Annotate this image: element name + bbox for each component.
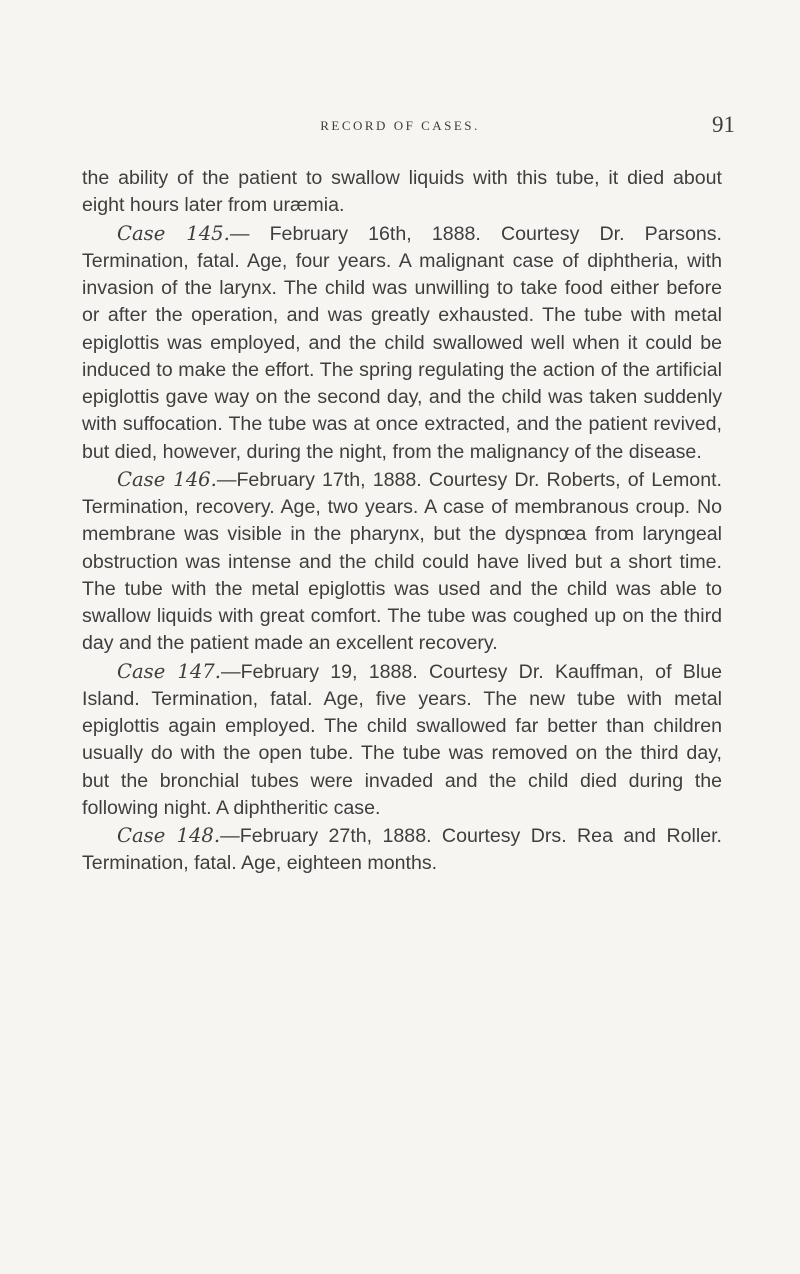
paragraph-text: the ability of the patient to swallow liquids with this tube, it died about eight hours later from uræmia. bbox=[82, 167, 722, 217]
paragraph-continuation bbox=[82, 165, 722, 220]
page-number: 91 bbox=[712, 112, 735, 137]
case-label: Case 147. bbox=[117, 659, 221, 683]
paragraph-text: —February 19, 1888. Courtesy Dr. Kauffman, of Blue Island. Termination, fatal. Age, five years. The new tube with metal epiglottis again employed. The child swallowed far better than children usually do with the open tube. The tube was removed on the third day, but the bronchial tubes were invaded and the child died during the following night. A diphtheritic case. bbox=[82, 660, 722, 819]
paragraph-text: —February 27th, 1888. Courtesy Drs. Rea and Roller. Termination, fatal. Age, eighteen months. bbox=[82, 825, 722, 875]
case-label: Case 148. bbox=[117, 824, 221, 847]
paragraph-case-145 bbox=[82, 220, 722, 466]
case-label: Case 145. bbox=[117, 221, 230, 245]
running-head: RECORD OF CASES. bbox=[320, 118, 480, 133]
body-text bbox=[82, 165, 722, 878]
paragraph-text: — February 16th, 1888. Courtesy Dr. Parsons. Termination, fatal. Age, four years. A malignant case of diphtheria, with invasion of the larynx. The child was unwilling to take food either before or after the operation, and was greatly exhausted. The tube with metal epiglottis was employed, and the child swallowed well when it could be induced to make the effort. The spring regulating the action of the artificial epiglottis gave way on the second day, and the child was taken suddenly with suffocation. The tube was at once extracted, and the patient revived, but died, however, during the night, from the malignancy of the disease. bbox=[82, 222, 722, 463]
paragraph-text: —February 17th, 1888. Courtesy Dr. Roberts, of Lemont. Termination, recovery. Age, two years. A case of membranous croup. No membrane was visible in the pharynx, but the dyspnœa from laryngeal obstruction was intense and the child could have lived but a short time. The tube with the metal epiglottis was used and the child was able to swallow liquids with great comfort. The tube was coughed up on the third day and the patient made an excellent recovery. bbox=[82, 468, 722, 655]
paragraph-case-146 bbox=[82, 466, 722, 658]
case-label: Case 146. bbox=[117, 467, 217, 491]
paragraph-case-148 bbox=[82, 822, 722, 878]
paragraph-case-147 bbox=[82, 658, 722, 823]
